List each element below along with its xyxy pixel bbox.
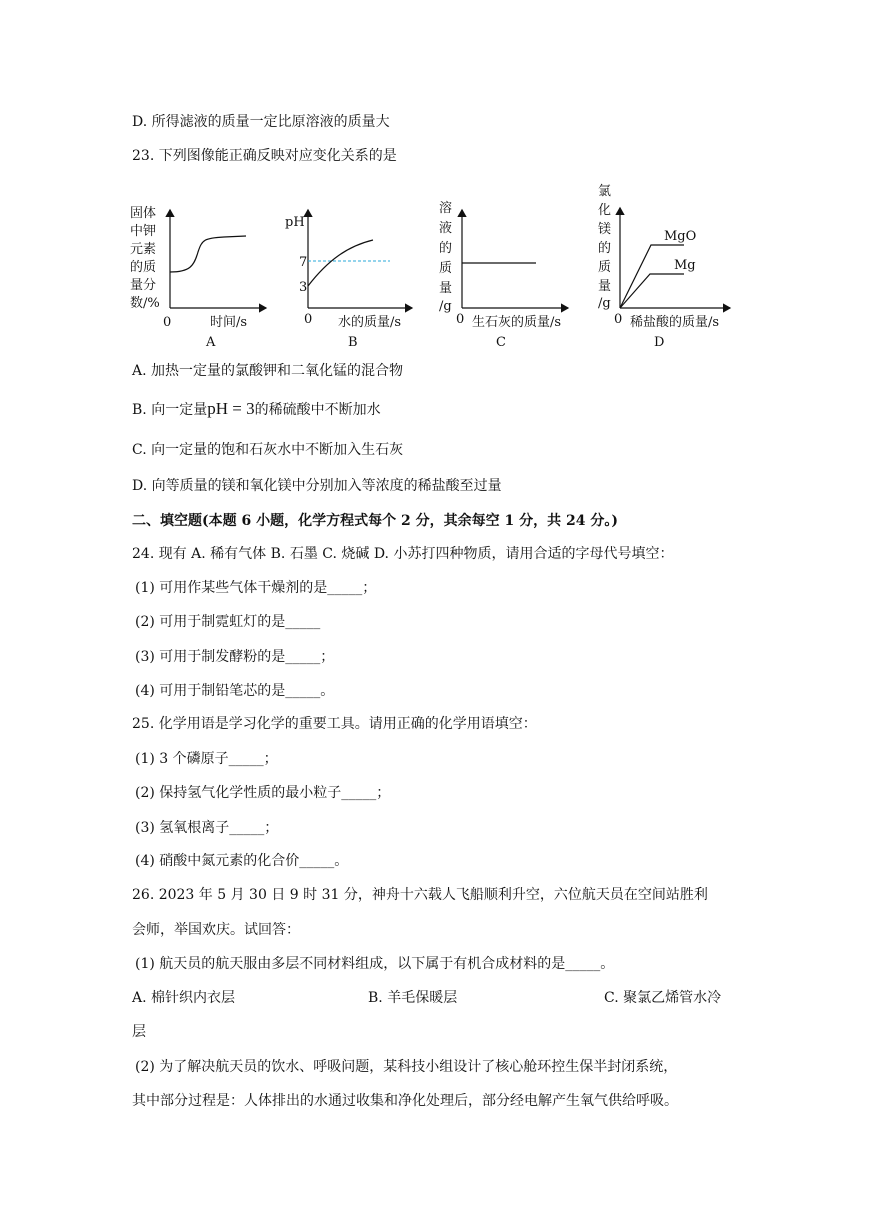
chart-b-origin: 0 bbox=[304, 312, 313, 327]
chart-a-ylabel-line: 数/% bbox=[130, 296, 160, 311]
chart-d-xlabel: 稀盐酸的质量/s bbox=[630, 315, 720, 330]
chart-d-ylabel-line: 量 bbox=[598, 279, 612, 294]
chart-b-ylabel: pH bbox=[285, 215, 305, 230]
q24-item: (1) 可用作某些气体干燥剂的是_____； bbox=[135, 580, 377, 596]
chart-d-series-mg bbox=[620, 274, 684, 308]
chart-d bbox=[598, 184, 730, 350]
chart-a-curve bbox=[170, 236, 246, 272]
q26-choice-c-wrap: 层 bbox=[132, 1024, 146, 1040]
chart-c bbox=[439, 200, 568, 350]
q23-option-b-suffix: 的稀硫酸中不断加水 bbox=[254, 402, 381, 418]
q23-option-b bbox=[132, 399, 381, 420]
q24-item: (3) 可用于制发酵粉的是_____； bbox=[135, 649, 335, 665]
q24-item: (2) 可用于制霓虹灯的是_____ bbox=[135, 614, 321, 630]
chart-b-label: B bbox=[348, 335, 358, 350]
section-2-heading: 二、填空题(本题 6 小题，化学方程式每个 2 分，其余每空 1 分，共 24 分。) bbox=[132, 513, 618, 529]
chart-b-tick-3: 3 bbox=[299, 280, 308, 295]
q25-item: (1) 3 个磷原子_____； bbox=[135, 751, 278, 767]
q24-stem: 24. 现有 A. 稀有气体 B. 石墨 C. 烧碱 D. 小苏打四种物质，请用合适的字母代号填空： bbox=[132, 546, 674, 562]
chart-a-ylabel-line: 的质 bbox=[130, 260, 157, 275]
q23-option-d: D. 向等质量的镁和氧化镁中分别加入等浓度的稀盐酸至过量 bbox=[132, 478, 502, 494]
chart-d-ylabel-line: 镁 bbox=[598, 222, 612, 237]
q22-option-d: D. 所得滤液的质量一定比原溶液的质量大 bbox=[132, 114, 390, 130]
chart-d-ylabel-line: 氯 bbox=[598, 184, 612, 199]
chart-b-curve bbox=[308, 240, 373, 286]
q26-choice-a: A. 棉针织内衣层 bbox=[132, 990, 236, 1006]
chart-d-ylabel-line: 质 bbox=[598, 260, 612, 275]
q23-option-b-ph: pH = 3 bbox=[207, 399, 255, 418]
q24-item: (4) 可用于制铅笔芯的是_____。 bbox=[135, 683, 335, 699]
q25-item: (3) 氢氧根离子_____； bbox=[135, 820, 279, 836]
chart-c-ylabel-line: 液 bbox=[439, 221, 453, 236]
q26-choice-c: C. 聚氯乙烯管水冷 bbox=[604, 990, 722, 1006]
q26-choice-b: B. 羊毛保暖层 bbox=[368, 990, 458, 1006]
chart-c-ylabel-line: /g bbox=[439, 299, 452, 314]
q23-option-a: A. 加热一定量的氯酸钾和二氧化锰的混合物 bbox=[132, 363, 404, 379]
q26-item-2-line1: (2) 为了解决航天员的饮水、呼吸问题，某科技小组设计了核心舱环控生保半封闭系统， bbox=[135, 1059, 678, 1075]
q23-figure bbox=[128, 180, 738, 350]
chart-a-ylabel-line: 元素 bbox=[130, 242, 157, 257]
chart-a-ylabel-line: 中钾 bbox=[130, 224, 157, 239]
chart-c-ylabel-line: 量 bbox=[439, 281, 453, 296]
chart-c-ylabel-line: 的 bbox=[439, 241, 453, 256]
chart-c-label: C bbox=[496, 335, 506, 350]
q26-item-1: (1) 航天员的航天服由多层不同材料组成，以下属于有机合成材料的是_____。 bbox=[135, 956, 615, 972]
chart-a-xlabel: 时间/s bbox=[210, 315, 248, 330]
chart-d-ylabel-line: /g bbox=[598, 296, 611, 311]
chart-b-xlabel: 水的质量/s bbox=[338, 315, 402, 330]
q26-stem-line1: 26. 2023 年 5 月 30 日 9 时 31 分，神舟十六载人飞船顺利升空，六位航天员在空间站胜利 bbox=[132, 887, 708, 903]
chart-d-ylabel-line: 的 bbox=[598, 241, 612, 256]
chart-d-series-mg-label: Mg bbox=[674, 258, 696, 273]
chart-c-ylabel-line: 溶 bbox=[439, 201, 453, 216]
chart-a-origin: 0 bbox=[163, 315, 172, 330]
chart-d-label: D bbox=[654, 335, 665, 350]
q25-item: (4) 硝酸中氮元素的化合价_____。 bbox=[135, 853, 349, 869]
chart-b bbox=[285, 210, 412, 350]
q23-option-c: C. 向一定量的饱和石灰水中不断加入生石灰 bbox=[132, 442, 404, 458]
chart-a-label: A bbox=[206, 335, 216, 350]
chart-d-series-mgo-label: MgO bbox=[664, 229, 697, 244]
q26-item-2-line2: 其中部分过程是：人体排出的水通过收集和净化处理后，部分经电解产生氧气供给呼吸。 bbox=[132, 1093, 678, 1109]
chart-d-series-mgo bbox=[620, 245, 684, 308]
q23-stem: 23. 下列图像能正确反映对应变化关系的是 bbox=[132, 148, 397, 164]
chart-b-tick-7: 7 bbox=[299, 255, 308, 270]
q26-stem-line2: 会师，举国欢庆。试回答： bbox=[132, 922, 300, 938]
chart-c-ylabel-line: 质 bbox=[439, 261, 453, 276]
chart-c-xlabel: 生石灰的质量/s bbox=[472, 315, 562, 330]
q23-option-b-prefix: B. 向一定量 bbox=[132, 402, 208, 418]
chart-a-ylabel-line: 固体 bbox=[130, 206, 157, 221]
chart-c-origin: 0 bbox=[456, 312, 465, 327]
chart-a-ylabel-line: 量分 bbox=[130, 278, 157, 293]
chart-d-origin: 0 bbox=[614, 312, 623, 327]
q25-stem: 25. 化学用语是学习化学的重要工具。请用正确的化学用语填空： bbox=[132, 716, 537, 732]
q25-item: (2) 保持氢气化学性质的最小粒子_____； bbox=[135, 785, 391, 801]
chart-a bbox=[130, 205, 266, 350]
chart-d-ylabel-line: 化 bbox=[598, 203, 612, 218]
